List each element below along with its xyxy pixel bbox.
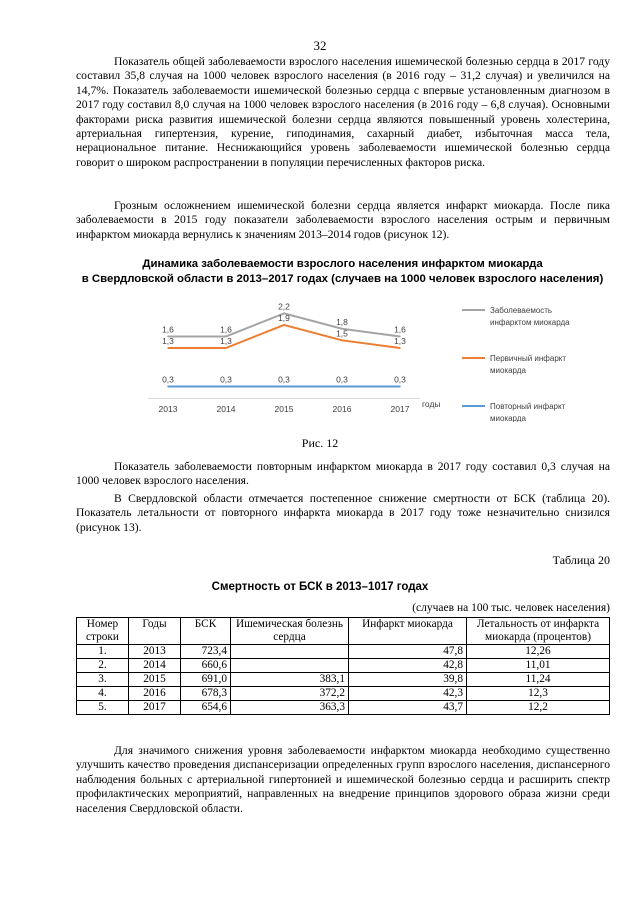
cell-lethality: 12,2 — [467, 701, 610, 715]
cell-infarction: 43,7 — [349, 701, 467, 715]
header-lethality: Летальность от инфаркта миокарда (процентов) — [467, 618, 610, 645]
header-bsk: БСК — [181, 618, 231, 645]
cell-bsk: 660,6 — [181, 659, 231, 673]
data-label: 0,3 — [220, 374, 232, 385]
cell-lethality: 11,01 — [467, 659, 610, 673]
data-point — [399, 386, 401, 388]
table-row — [77, 659, 610, 673]
cell-infarction: 47,8 — [349, 645, 467, 659]
header-years: Годы — [129, 618, 181, 645]
legend-label: Заболеваемость — [490, 306, 553, 315]
data-label: 1,5 — [336, 328, 348, 339]
data-label: 0,3 — [278, 374, 290, 385]
table-row — [77, 687, 610, 701]
data-label: 0,3 — [162, 374, 174, 385]
cell-bsk: 691,0 — [181, 673, 231, 687]
x-tick-label: 2016 — [332, 404, 352, 414]
cell-year: 2013 — [129, 645, 181, 659]
header-ihd: Ишемическая болезнь сердца — [231, 618, 349, 645]
x-tick-label: 2013 — [158, 404, 178, 414]
data-point — [167, 386, 169, 388]
table-note: (случаев на 100 тыс. человек населения) — [412, 602, 610, 614]
data-point — [341, 386, 343, 388]
cell-infarction: 39,8 — [349, 673, 467, 687]
table-title: Смертность от БСК в 2013–1017 годах — [211, 581, 429, 593]
paragraph-ihd-incidence: Показатель общей заболеваемости взрослого населения ишемической болезнью сердца в 2017 году составил 35,8 случая на 1000 человек взрослого населения (в 2016 году – 31,2 случая) и увеличился на 14,7%. Показатель заболеваемости ишемической болезнью сердца с впервые установленным диагнозом в 2017 году составил 8,0 случая на 1000 человек взрослого населения (в 2016 году – 6,8 случая). Основными факторами риска развития ишемической болезни сердца являются повышенный уровень холестерина, артериальная гипертензия, курение, гиподинамия, сахарный диабет, избыточная масса тела, нерациональное питание. Неснижающийся уровень заболеваемости ишемической болезнью сердца говорит о широком распространении в популяции перечисленных факторов риска. — [76, 55, 610, 169]
figure-caption: Рис. 12 — [301, 436, 339, 450]
legend-label: инфарктом миокарда — [490, 318, 570, 327]
cell-ihd: 363,3 — [231, 701, 349, 715]
legend-label: миокарда — [490, 414, 526, 422]
chart-title-line2: в Свердловской области в 2013–2017 годах (случаев на 1000 человек взрослого населения) — [81, 272, 604, 285]
x-tick-label: 2014 — [216, 404, 236, 414]
cell-bsk: 723,4 — [181, 645, 231, 659]
cell-lethality: 12,26 — [467, 645, 610, 659]
cell-lethality: 12,3 — [467, 687, 610, 701]
table-header-row — [77, 618, 610, 645]
cell-ihd: 383,1 — [231, 673, 349, 687]
data-label: 1,9 — [278, 312, 290, 323]
cell-infarction: 42,3 — [349, 687, 467, 701]
cell-ihd — [231, 659, 349, 673]
table-row — [77, 645, 610, 659]
paragraph-mortality: В Свердловской области отмечается постепенное снижение смертности от БСК (таблица 20). Показатель летальности от повторного инфаркта миокарда в 2017 году тоже незначительно снизился (рисунок 13). — [76, 492, 610, 534]
x-tick-label: 2015 — [274, 404, 294, 414]
data-label: 1,3 — [394, 336, 406, 346]
cell-row-number: 2. — [77, 659, 129, 673]
cell-bsk: 654,6 — [181, 701, 231, 715]
table-label: Таблица 20 — [552, 553, 610, 567]
legend-label: миокарда — [490, 366, 526, 375]
cell-row-number: 3. — [77, 673, 129, 687]
data-label: 1,3 — [162, 336, 174, 346]
data-label: 2,2 — [278, 301, 290, 312]
data-point — [341, 340, 343, 342]
legend-label: Повторный инфаркт — [490, 402, 566, 411]
data-point — [225, 386, 227, 388]
table-row — [77, 701, 610, 715]
chart-title — [70, 257, 615, 286]
cell-row-number: 5. — [77, 701, 129, 715]
data-label: 1,6 — [394, 324, 406, 335]
table-row — [77, 673, 610, 687]
cell-year: 2014 — [129, 659, 181, 673]
data-point — [225, 347, 227, 349]
paragraph-repeat-infarction: Показатель заболеваемости повторным инфарктом миокарда в 2017 году составил 0,3 случая на 1000 человек взрослого населения. — [76, 460, 610, 488]
cell-ihd: 372,2 — [231, 687, 349, 701]
legend-label: Первичный инфаркт — [490, 354, 567, 363]
cell-ihd — [231, 645, 349, 659]
data-label: 1,6 — [162, 324, 174, 335]
cell-row-number: 4. — [77, 687, 129, 701]
data-point — [167, 347, 169, 349]
x-tick-label: 2017 — [390, 404, 410, 414]
data-label: 0,3 — [336, 374, 348, 385]
chart-title-line1: Динамика заболеваемости взрослого населения инфарктом миокарда — [142, 258, 543, 270]
header-row-number: Номер строки — [77, 618, 129, 645]
cell-year: 2015 — [129, 673, 181, 687]
paragraph-infarction: Грозным осложнением ишемической болезни сердца является инфаркт миокарда. После пика заболеваемости в 2015 году показатели заболеваемости взрослого населения острым и первичным инфарктом миокарда вернулись к значениям 2013–2014 годов (рисунок 12). — [76, 199, 610, 241]
header-infarction: Инфаркт миокарда — [349, 618, 467, 645]
data-label: 0,3 — [394, 374, 406, 385]
data-point — [283, 324, 285, 326]
cell-bsk: 678,3 — [181, 687, 231, 701]
cell-lethality: 11,24 — [467, 673, 610, 687]
cell-row-number: 1. — [77, 645, 129, 659]
data-point — [283, 386, 285, 388]
paragraph-recommendations: Для значимого снижения уровня заболеваемости инфарктом миокарда необходимо существенно улучшить качество проведения диспансеризации определенных групп взрослого населения, диспансерного наблюдения больных с артериальной гипертонией и ишемической болезнью сердца и расширить спектр профилактических мероприятий, направленных на внедрение принципов здорового образа жизни среди населения Свердловской области. — [76, 744, 610, 815]
x-axis-unit-label: годы — [422, 399, 441, 409]
line-chart — [140, 292, 620, 422]
data-label: 1,8 — [336, 316, 348, 327]
data-point — [399, 347, 401, 349]
data-label: 1,3 — [220, 336, 232, 346]
cell-year: 2017 — [129, 701, 181, 715]
data-label: 1,6 — [220, 324, 232, 335]
cell-infarction: 42,8 — [349, 659, 467, 673]
page-number: 32 — [313, 38, 327, 53]
cell-year: 2016 — [129, 687, 181, 701]
mortality-table — [76, 617, 610, 715]
